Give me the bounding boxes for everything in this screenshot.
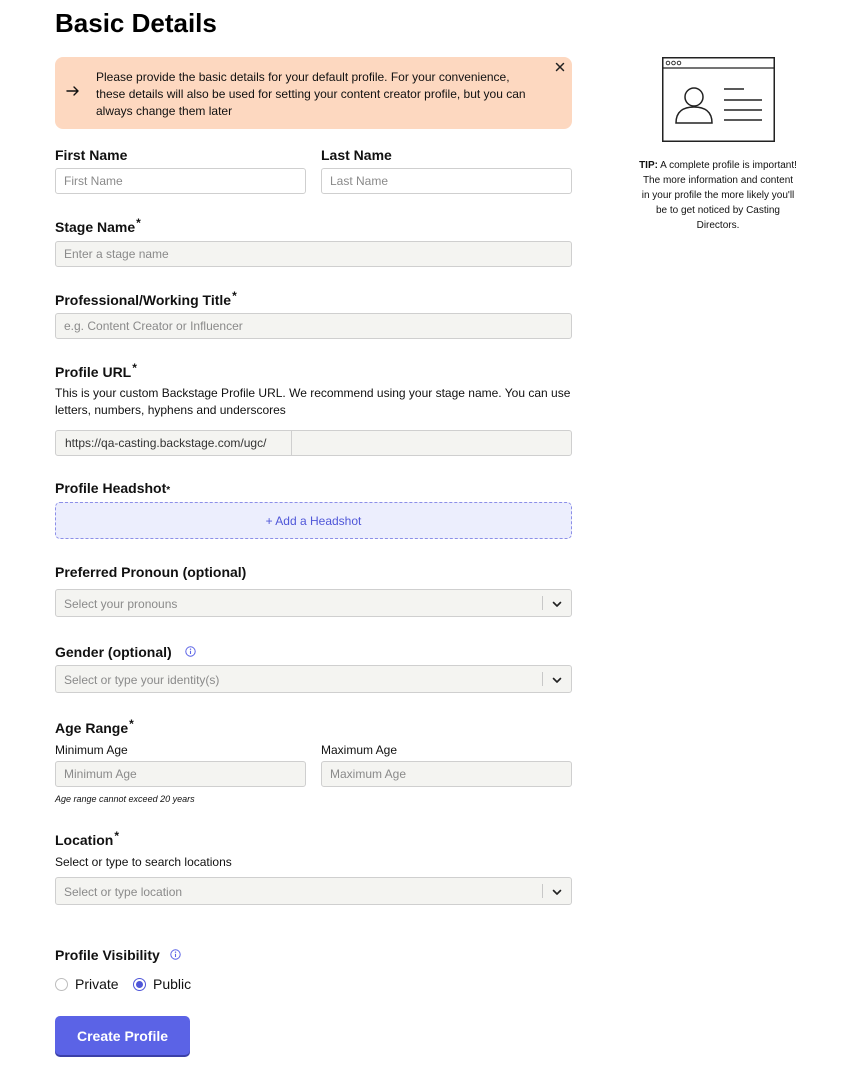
profile-url-input[interactable] <box>292 431 571 455</box>
first-name-label: First Name <box>55 147 128 163</box>
info-icon[interactable] <box>185 646 196 657</box>
stage-name-label: Stage Name* <box>55 216 141 235</box>
tip-body: A complete profile is important! The more information and content in your profile the more likely you'll be to get noticed by Casting Directors. <box>641 160 797 231</box>
tip-text <box>638 158 798 233</box>
location-label: Location* <box>55 829 120 848</box>
min-age-label: Minimum Age <box>55 743 128 757</box>
min-age-input[interactable] <box>55 761 306 787</box>
arrow-right-icon <box>65 83 81 99</box>
select-separator <box>542 596 543 610</box>
chevron-down-icon[interactable] <box>551 598 563 610</box>
chevron-down-icon[interactable] <box>551 674 563 686</box>
title-input[interactable] <box>55 313 572 339</box>
age-range-note: Age range cannot exceed 20 years <box>55 794 195 804</box>
add-headshot-button[interactable]: + Add a Headshot <box>55 502 572 539</box>
radio-label-public: Public <box>153 976 192 992</box>
visibility-label: Profile Visibility <box>55 947 160 963</box>
profile-url-help: This is your custom Backstage Profile URL. We recommend using your stage name. You can use letters, numbers, hyphens and underscores <box>55 386 571 417</box>
gender-select[interactable] <box>55 665 572 693</box>
visibility-private-radio[interactable] <box>55 976 119 992</box>
title-label: Professional/Working Title* <box>55 289 237 308</box>
profile-url-label: Profile URL* <box>55 361 137 380</box>
profile-card-illustration <box>662 57 775 142</box>
tip-prefix: TIP: <box>639 160 658 171</box>
radio-selected-icon <box>133 978 146 991</box>
profile-url-field <box>55 430 572 456</box>
radio-label-private: Private <box>75 976 119 992</box>
profile-url-prefix: https://qa-casting.backstage.com/ugc/ <box>56 431 292 455</box>
info-icon[interactable] <box>170 949 181 960</box>
page-title: Basic Details <box>55 8 217 38</box>
location-placeholder: Select or type location <box>64 885 183 899</box>
select-separator <box>542 672 543 686</box>
info-banner <box>55 57 572 129</box>
stage-name-input[interactable] <box>55 241 572 267</box>
location-select[interactable] <box>55 877 572 905</box>
last-name-input[interactable] <box>321 168 572 194</box>
last-name-label: Last Name <box>321 147 392 163</box>
pronoun-placeholder: Select your pronouns <box>64 597 178 611</box>
gender-label: Gender (optional) <box>55 644 172 660</box>
chevron-down-icon[interactable] <box>551 886 563 898</box>
headshot-label: Profile Headshot* <box>55 480 171 496</box>
max-age-label: Maximum Age <box>321 743 398 757</box>
banner-message: Please provide the basic details for your default profile. For your convenience, these details will also be used for setting your content creator profile, but you can always change them later <box>96 70 526 118</box>
max-age-input[interactable] <box>321 761 572 787</box>
radio-unselected-icon <box>55 978 68 991</box>
pronoun-label: Preferred Pronoun (optional) <box>55 564 247 580</box>
pronoun-select[interactable] <box>55 589 572 617</box>
close-icon[interactable] <box>553 60 567 74</box>
select-separator <box>542 884 543 898</box>
visibility-public-radio[interactable] <box>133 976 191 992</box>
first-name-input[interactable] <box>55 168 306 194</box>
gender-placeholder: Select or type your identity(s) <box>64 673 220 687</box>
location-help: Select or type to search locations <box>55 855 232 869</box>
age-range-label: Age Range* <box>55 717 134 736</box>
create-profile-button[interactable]: Create Profile <box>55 1016 190 1055</box>
